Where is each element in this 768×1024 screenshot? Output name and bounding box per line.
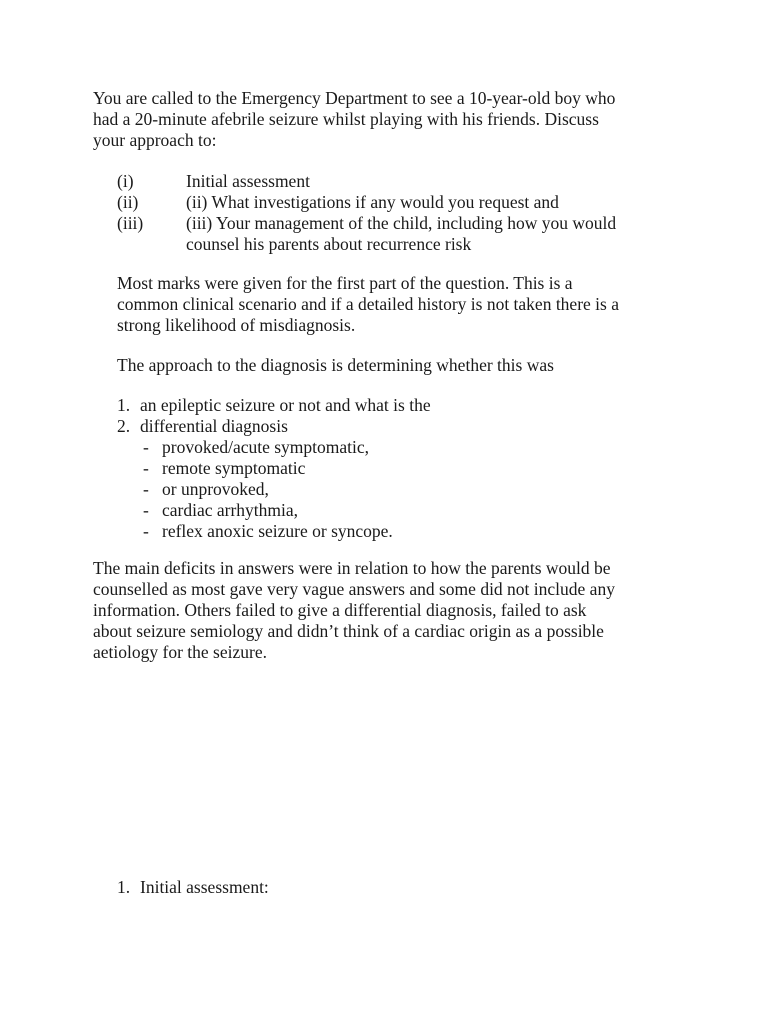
list-marker: 2. [117,416,131,436]
part-text-continuation: counsel his parents about recurrence risk [186,234,472,254]
deficits-line: counselled as most gave very vague answers and some did not include any [93,579,615,599]
marks-line: strong likelihood of misdiagnosis. [117,315,356,335]
dash-bullet: - [143,479,149,499]
intro-line: You are called to the Emergency Department to see a 10-year-old boy who [93,88,616,108]
dash-bullet: - [143,458,149,478]
marks-line: common clinical scenario and if a detailed history is not taken there is a [117,294,619,314]
list-marker: 1. [117,395,131,415]
dash-bullet: - [143,521,149,541]
marks-line: Most marks were given for the first part of the question. This is a [117,273,573,293]
intro-paragraph [93,88,615,151]
intro-line: had a 20-minute afebrile seizure whilst playing with his friends. Discuss [93,109,599,129]
part-text: (ii) What investigations if any would you request and [186,192,559,212]
list-item: cardiac arrhythmia, [162,500,299,520]
deficits-line: aetiology for the seizure. [93,642,267,662]
part-number: (ii) [117,192,139,212]
list-item: differential diagnosis [140,416,288,436]
deficits-line: The main deficits in answers were in relation to how the parents would be [93,558,611,578]
part-text: (iii) Your management of the child, including how you would [186,213,617,233]
deficits-line: information. Others failed to give a differential diagnosis, failed to ask [93,600,587,620]
intro-line: your approach to: [93,130,217,150]
deficits-line: about seizure semiology and didn’t think of a cardiac origin as a possible [93,621,604,641]
deficits-paragraph [93,558,615,663]
part-text: Initial assessment [186,171,310,191]
list-item: provoked/acute symptomatic, [162,437,370,457]
list-item: remote symptomatic [162,458,306,478]
approach-intro: The approach to the diagnosis is determining whether this was [117,355,554,375]
part-number: (i) [117,171,134,191]
dash-bullet: - [143,500,149,520]
part-number: (iii) [117,213,144,233]
heading-number: 1. [117,877,131,897]
dash-bullet: - [143,437,149,457]
list-item: or unprovoked, [162,479,269,499]
heading-text: Initial assessment: [140,877,269,897]
list-item: reflex anoxic seizure or syncope. [162,521,393,541]
list-item: an epileptic seizure or not and what is the [140,395,431,415]
marks-paragraph [117,273,619,336]
